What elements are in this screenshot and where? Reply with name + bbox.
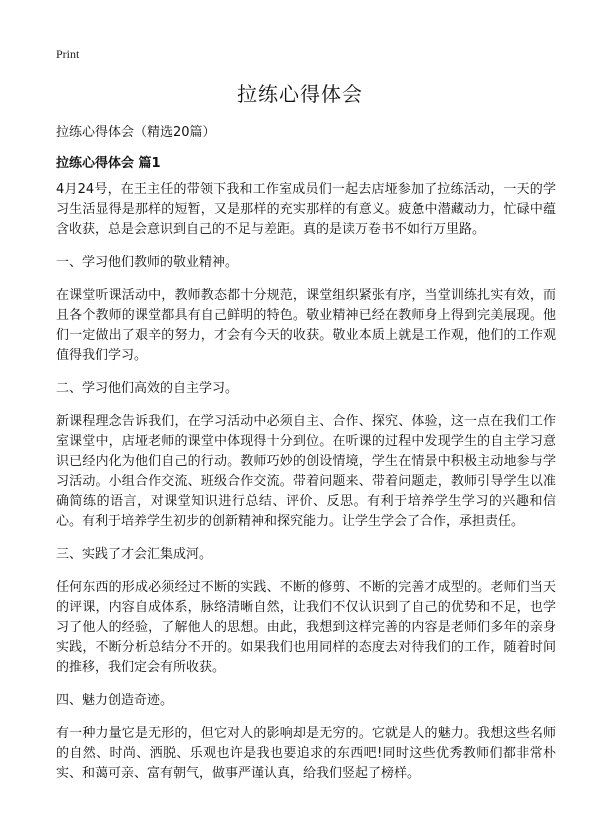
section-heading: 拉练心得体会 篇1 (56, 156, 161, 171)
paragraph-dedication: 在课堂听课活动中，教师教态都十分规范，课堂组织紧张有序，当堂训练扎实有效，而且各个教师的课堂都具有自己鲜明的特色。敬业精神已经在教师身上得到完美展现。他们一定做出了艰辛的努力，才会有今天的收获。敬业本质上就是工作观，他们的工作观值得我们学习。 (56, 288, 556, 363)
paragraph-intro: 4月24号，在王主任的带领下我和工作室成员们一起去店垭参加了拉练活动，一天的学习生活显得是那样的短暂，又是那样的充实那样的有意义。疲惫中潜藏动力，忙碌中蕴含收获，总是会意识到自己的不足与差距。真的是读万卷书不如行万里路。 (56, 182, 556, 237)
print-link[interactable]: Print (56, 47, 80, 61)
document-subtitle: 拉练心得体会（精选20篇） (56, 125, 216, 140)
subheading-dedication: 一、学习他们教师的敬业精神。 (56, 255, 239, 270)
subheading-charm: 四、魅力创造奇迹。 (56, 693, 174, 708)
paragraph-charm: 有一种力量它是无形的，但它对人的影响却是无穷的。它就是人的魅力。我想这些名师的自然、时尚、洒脱、乐观也许是我也要追求的东西吧!同时这些优秀教师们都非常朴实、和蔼可亲、富有朝气，做事严谨认真，给我们竖起了榜样。 (56, 726, 556, 781)
page-title: 拉练心得体会 (237, 82, 363, 106)
paragraph-practice: 任何东西的形成必须经过不断的实践、不断的修剪、不断的完善才成型的。老师们当天的评课，内容自成体系，脉络清晰自然，让我们不仅认识到了自己的优势和不足，也学习了他人的经验，了解他人的思想。由此，我想到这样完善的内容是老师们多年的亲身实践，不断分析总结分不开的。如果我们也用同样的态度去对待我们的工作，随着时间的推移，我们定会有所收获。 (56, 580, 556, 675)
paragraph-self-learning: 新课程理念告诉我们，在学习活动中必须自主、合作、探究、体验，这一点在我们工作室课堂中，店垭老师的课堂中体现得十分到位。在听课的过程中发现学生的自主学习意识已经内化为他们自己的行动。教师巧妙的创设情境，学生在情景中积极主动地参与学习活动。小组合作交流、班级合作交流。带着问题来、带着问题走，教师引导学生以准确简练的语言，对课堂知识进行总结、评价、反思。有利于培养学生学习的兴趣和信心。有利于培养学生初步的创新精神和探究能力。让学生学会了合作，承担责任。 (56, 414, 556, 529)
subheading-practice: 三、实践了才会汇集成河。 (56, 547, 213, 562)
subheading-self-learning: 二、学习他们高效的自主学习。 (56, 381, 239, 396)
article-body (56, 180, 556, 797)
